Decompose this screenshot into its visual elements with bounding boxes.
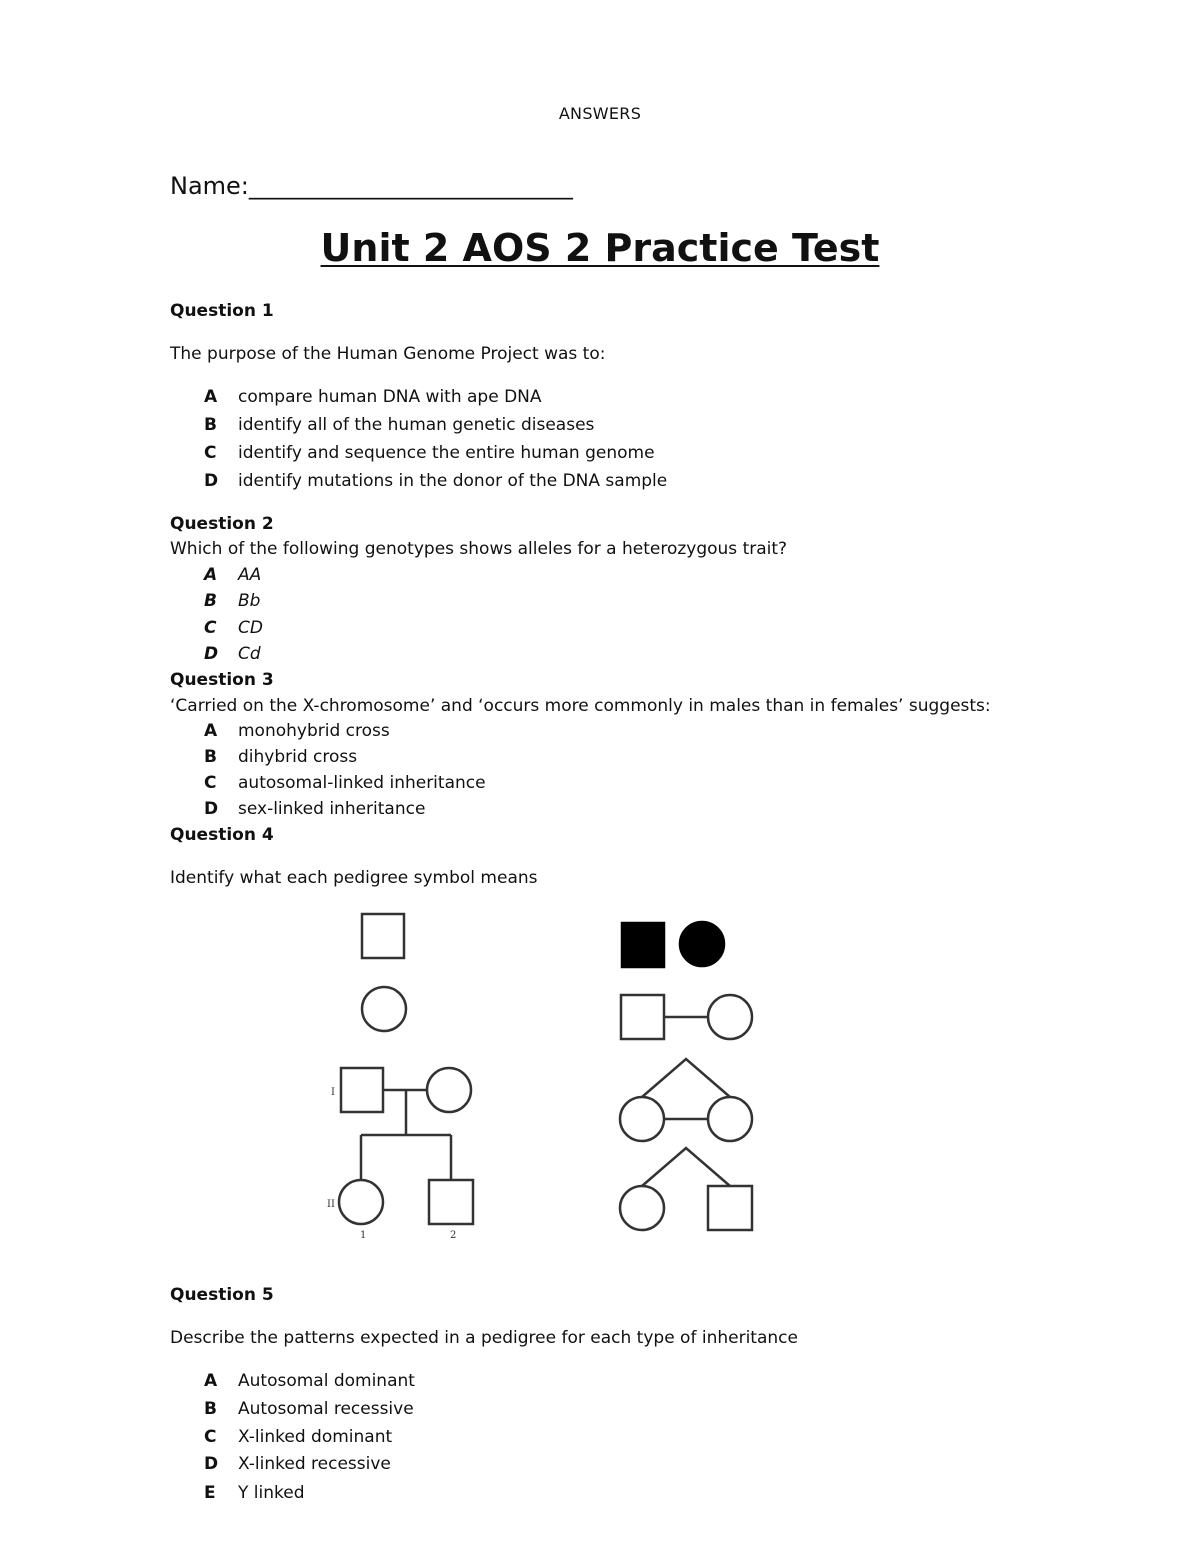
question-5-heading: Question 5 [170,1285,274,1305]
option-text: CD [238,618,263,638]
option-letter: D [204,1454,219,1474]
child-1-number: 1 [360,1230,367,1241]
option-text: monohybrid cross [238,721,390,741]
option-text: dihybrid cross [238,747,358,767]
option-text: X-linked recessive [238,1454,391,1474]
option-text: identify all of the human genetic diseases [238,415,595,435]
option-letter: C [204,773,217,793]
option-text: identify and sequence the entire human genome [238,443,655,463]
family-pedigree-diagram [339,1068,473,1224]
option-letter: A [204,565,218,585]
option-letter: C [204,618,217,638]
male-unaffected-symbol [362,914,404,958]
question-2-heading: Question 2 [170,514,274,534]
header-answers: ANSWERS [558,104,642,123]
name-field-label: Name:___________________________ [170,172,573,200]
option-letter: A [204,1371,218,1391]
question-4-prompt: Identify what each pedigree symbol means [170,868,538,888]
option-letter: B [204,747,217,767]
generation-2-label: II [327,1199,335,1210]
option-letter: B [204,1399,217,1419]
option-letter: C [204,443,217,463]
option-letter: A [204,387,218,407]
question-1-prompt: The purpose of the Human Genome Project was to: [170,344,606,364]
option-letter: B [204,415,217,435]
option-text: sex-linked inheritance [238,799,426,819]
option-text: Y linked [238,1483,305,1503]
twin-1-symbol [620,1097,664,1141]
question-3-prompt: ‘Carried on the X-chromosome’ and ‘occurs more commonly in males than in females’ suggests: [170,696,991,716]
twin-male-symbol [708,1186,752,1230]
twin-2-symbol [708,1097,752,1141]
female-unaffected-symbol [362,987,406,1031]
identical-twins-branch [642,1059,730,1097]
daughter-symbol [339,1180,383,1224]
option-text: compare human DNA with ape DNA [238,387,542,407]
father-symbol [341,1068,383,1112]
female-affected-symbol [680,922,724,966]
option-letter: D [204,644,219,664]
question-1-heading: Question 1 [170,301,274,321]
question-2-prompt: Which of the following genotypes shows alleles for a heterozygous trait? [170,539,788,559]
couple-female-symbol [708,995,752,1039]
option-text: Autosomal dominant [238,1371,415,1391]
son-symbol [429,1180,473,1224]
option-text: Bb [238,591,261,611]
twin-female-symbol [620,1186,664,1230]
generation-1-label: I [331,1087,335,1098]
question-4-heading: Question 4 [170,825,274,845]
question-3-heading: Question 3 [170,670,274,690]
mother-symbol [427,1068,471,1112]
option-letter: C [204,1427,217,1447]
option-letter: E [204,1483,216,1503]
option-letter: D [204,471,219,491]
option-text: autosomal-linked inheritance [238,773,486,793]
couple-male-symbol [621,995,664,1039]
option-letter: B [204,591,217,611]
option-text: identify mutations in the donor of the DNA sample [238,471,668,491]
option-letter: D [204,799,219,819]
page-title: Unit 2 AOS 2 Practice Test [320,226,880,270]
option-text: AA [238,565,262,585]
option-text: Autosomal recessive [238,1399,414,1419]
male-affected-symbol [622,923,664,967]
option-letter: A [204,721,218,741]
option-text: Cd [238,644,261,664]
nonidentical-twins-branch [642,1148,730,1186]
child-2-number: 2 [450,1230,457,1241]
option-text: X-linked dominant [238,1427,393,1447]
question-5-prompt: Describe the patterns expected in a pedigree for each type of inheritance [170,1328,798,1348]
